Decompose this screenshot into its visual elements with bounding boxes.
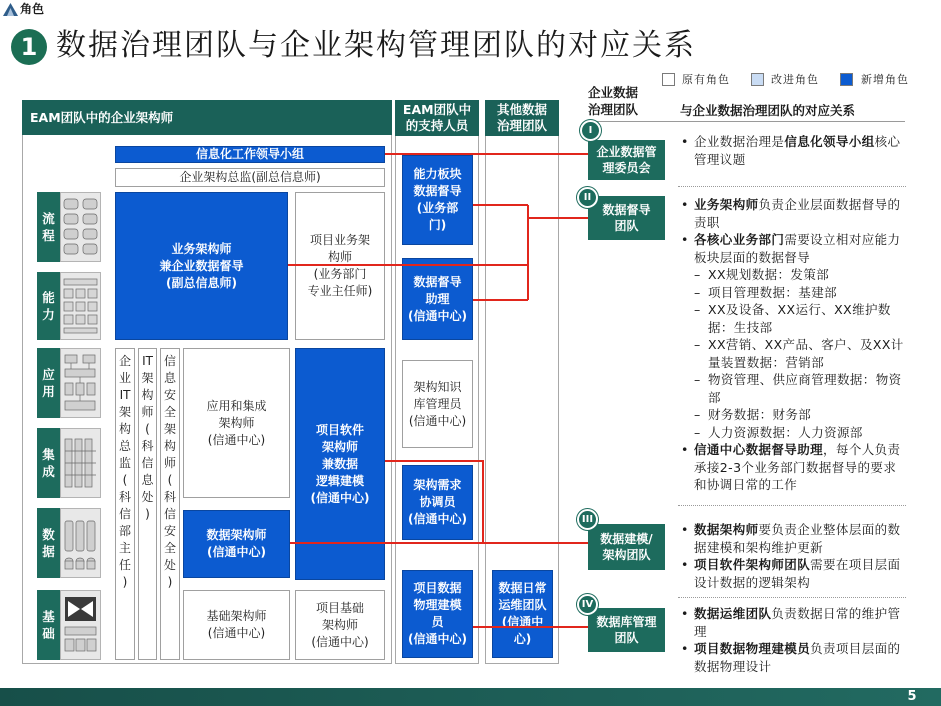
legend-swatch-improved [751, 73, 764, 86]
legend-label-new: 新增角色 [861, 73, 909, 86]
sub-list-item: – 项目管理数据：基建部 [678, 284, 906, 302]
eam-support-header: EAM团队中 的支持人员 [395, 100, 479, 136]
data-management-committee-box: 企业数据管 理委员会 [588, 140, 665, 180]
title-number-badge: 1 [11, 29, 47, 65]
leadership-group-box: 信息化工作领导小组 [115, 146, 385, 163]
data-modeling-architecture-team-box: 数据建模/ 架构团队 [588, 524, 665, 570]
architecture-kb-admin-box: 架构知识 库管理员 (信通中心) [402, 360, 473, 448]
architecture-requirement-coordinator-box: 架构需求 协调员 (信通中心) [402, 465, 473, 540]
dotted-divider [678, 505, 906, 506]
sub-list-item: – 人力资源数据：人力资源部 [678, 424, 906, 442]
layer-label-data: 数据 [37, 508, 60, 578]
project-software-architect-box: 项目软件 架构师 兼数据 逻辑建模 (信通中心) [295, 348, 385, 580]
layer-label-infrastructure: 基础 [37, 590, 60, 660]
legend-swatch-existing [662, 73, 675, 86]
infrastructure-icon [60, 590, 101, 660]
project-infrastructure-architect-box: 项目基础 架构师 (信通中心) [295, 590, 385, 660]
triangle-logo-icon [3, 3, 18, 16]
list-item: • 各核心业务部门需要设立相对应能力板块层面的数据督导 [678, 231, 906, 266]
project-business-architect-box: 项目业务架 构师 (业务部门 专业主任师) [295, 192, 385, 340]
layer-label-capability: 能力 [37, 272, 60, 340]
mapping-description-steward-team [678, 196, 906, 494]
roman-numeral-badge: I [580, 120, 601, 141]
list-item: • 数据运维团队负责数据日常的维护管理 [678, 605, 906, 640]
roman-numeral-badge: III [577, 509, 598, 530]
sub-list-item: – 财务数据：财务部 [678, 406, 906, 424]
project-physical-data-modeler-box: 项目数据 物理建模 员 (信通中心) [402, 570, 473, 658]
page-number: 5 [907, 689, 917, 704]
sub-list-item: – XX营销、XX产品、客户、及XX计量装置数据：营销部 [678, 336, 906, 371]
it-architect-box: IT架构师(科信息处) [138, 348, 157, 660]
database-management-team-box: 数据库管理 团队 [588, 608, 665, 652]
application-icon [60, 348, 101, 418]
integration-icon [60, 428, 101, 498]
mapping-description-committee [678, 133, 906, 168]
data-architect-box: 数据架构师 (信通中心) [183, 510, 290, 578]
roman-numeral-badge: II [577, 187, 598, 208]
capability-data-steward-box: 能力板块 数据督导 (业务部 门) [402, 155, 473, 245]
list-item: • 项目数据物理建模员负责项目层面的数据物理设计 [678, 640, 906, 675]
legend-label-existing: 原有角色 [682, 73, 730, 86]
sub-list-item: – XX规划数据：发策部 [678, 266, 906, 284]
security-architect-box: 信息安全架构师(科信安全处) [160, 348, 180, 660]
capability-map-icon [60, 272, 101, 340]
data-steward-team-box: 数据督导 团队 [588, 196, 665, 240]
list-item: • 企业数据治理是信息化领导小组核心管理议题 [678, 133, 906, 168]
list-item: • 项目软件架构师团队需要在项目层面设计数据的逻辑架构 [678, 556, 906, 591]
footer-bar [0, 688, 941, 706]
process-flow-icon [60, 192, 101, 262]
header-divider [585, 121, 905, 122]
mapping-description-modeling-team [678, 521, 906, 591]
data-operations-team-box: 数据日常 运维团队 (信通中 心) [492, 570, 553, 658]
mapping-header: 与企业数据治理团队的对应关系 [680, 103, 856, 118]
list-item: • 数据架构师要负责企业整体层面的数据建模和架构维护更新 [678, 521, 906, 556]
layer-label-application: 应用 [37, 348, 60, 418]
list-item: • 业务架构师负责企业层面数据督导的责职 [678, 196, 906, 231]
dotted-divider [678, 597, 906, 598]
it-director-box: 企业IT架构总监(科信部主任) [115, 348, 135, 660]
layer-label-integration: 集成 [37, 428, 60, 498]
roman-numeral-badge: IV [577, 594, 598, 615]
sub-list-item: – XX及设备、XX运行、XX维护数据：生技部 [678, 301, 906, 336]
legend-swatch-new [840, 73, 853, 86]
data-store-icon [60, 508, 101, 578]
governance-teams-header: 企业数据 治理团队 [588, 85, 639, 117]
list-item: • 信通中心数据督导助理，每个人负责承接2-3个业务部门数据督导的要求和协调日常的工作 [678, 441, 906, 494]
sub-list-item: – 物资管理、供应商管理数据：物资部 [678, 371, 906, 406]
mapping-description-database-team [678, 605, 906, 675]
legend-label-improved: 改进角色 [771, 73, 819, 86]
business-architect-box: 业务架构师 兼企业数据督导 (副总信息师) [115, 192, 288, 340]
application-integration-architect-box: 应用和集成 架构师 (信通中心) [183, 348, 290, 498]
other-teams-header: 其他数据 治理团队 [485, 100, 559, 136]
dotted-divider [678, 186, 906, 187]
data-steward-assistant-box: 数据督导 助理 (信通中心) [402, 258, 473, 340]
eam-architects-header: EAM团队中的企业架构师 [22, 100, 392, 135]
layer-label-process: 流程 [37, 192, 60, 262]
chief-architect-box: 企业架构总监(副总信息师) [115, 168, 385, 187]
infrastructure-architect-box: 基础架构师 (信通中心) [183, 590, 290, 660]
page-title: 数据治理团队与企业架构管理团队的对应关系 [56, 28, 696, 63]
section-label: 角色 [20, 2, 45, 16]
